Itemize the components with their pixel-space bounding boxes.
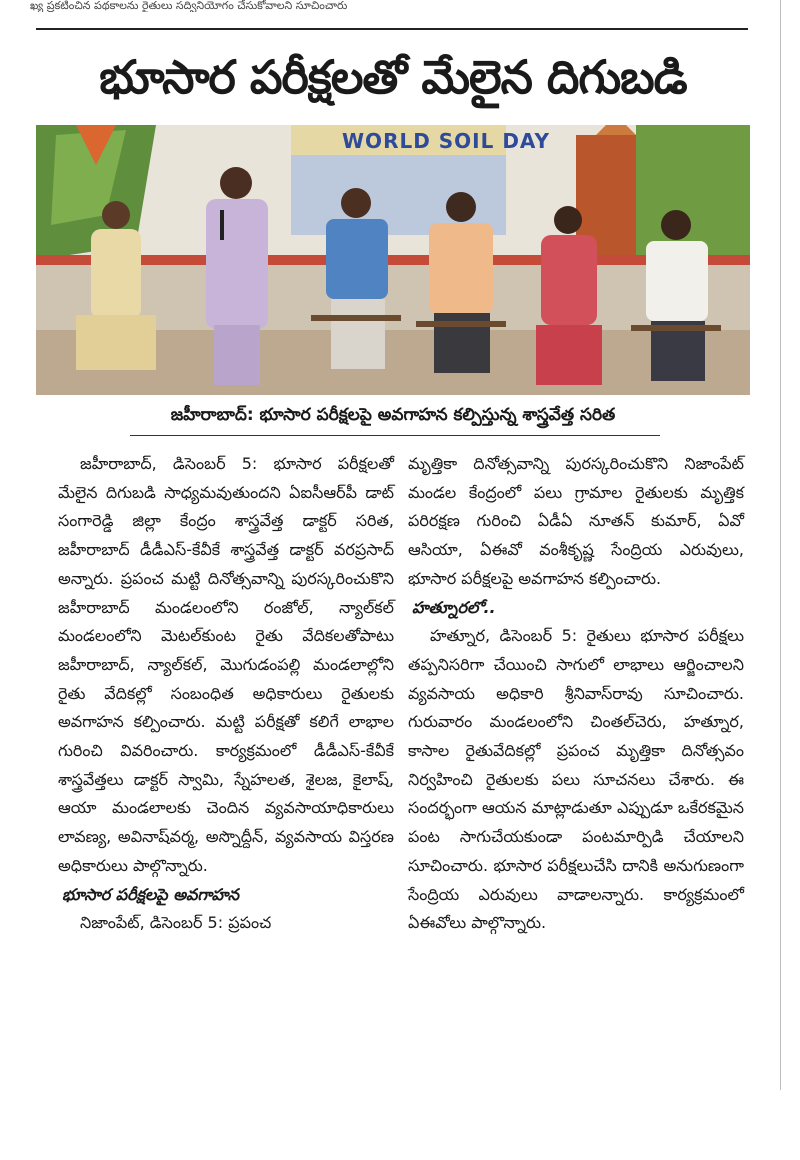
news-photo — [36, 125, 750, 395]
article-paragraph: మృత్తికా దినోత్సవాన్ని పురస్కరించుకొని నిజాంపేట్ మండల కేంద్రంలో పలు గ్రామాల రైతులకు మృత్తిక పరిరక్షణ గురించి ఏడీఏ నూతన్ కుమార్, ఏవో ఆసియా, ఏఈవో వంశీకృష్ణ సేంద్రియ ఎరువులు, భూసార పరీక్షలపై అవగాహన కల్పించారు. — [408, 454, 744, 588]
article-paragraph: నిజాంపేట్, డిసెంబర్ 5: ప్రపంచ — [80, 913, 272, 933]
article-subheading: భూసార పరీక్షలపై అవగాహన — [62, 884, 239, 904]
photo-illustration — [36, 125, 750, 395]
article-subheading: హత్నూరలో.. — [412, 597, 496, 617]
headline: భూసార పరీక్షలతో మేలైన దిగుబడి — [99, 50, 687, 104]
article-paragraph: జహీరాబాద్, డిసెంబర్ 5: భూసార పరీక్షలతో మేలైన దిగుబడి సాధ్యమవుతుందని ఏఐసీఆర్‌పీ డాట్ సంగారెడ్డి జిల్లా కేంద్రం శాస్త్రవేత్త డాక్టర్ సరిత, జహీరాబాద్ డీడీఎస్-కేవీకే శాస్త్రవేత్త డాక్టర్ వరప్రసాద్ అన్నారు. ప్రపంచ మట్టి దినోత్సవాన్ని పురస్కరించుకొని జహీరాబాద్ మండలంలోని రంజోల్, న్యాల్‌కల్ మండలంలోని మెటల్‌కుంట రైతు వేదికలతోపాటు జహీరాబాద్, న్యాల్‌కల్, మొగుడంపల్లి మండలాల్లోని రైతు వేదికల్లో సంబంధిత అధికారులు రైతులకు అవగాహన కల్పించారు. మట్టి పరీక్షతో కలిగే లాభాల గురించి వివరించారు. కార్యక్రమంలో డీడీఎస్-కేవీకే శాస్త్రవేత్తలు డాక్టర్ స్వామి, స్నేహలత, శైలజ, కైలాష్, ఆయా మండలాలకు చెందిన వ్యవసాయాధికారులు లావణ్య, అవినాష్‌వర్మ, అస్నొద్దీన్, వ్యవసాయ విస్తరణ అధికారులు పాల్గొన్నారు. — [58, 454, 394, 875]
article-column-right — [408, 450, 744, 938]
caption-rule — [130, 435, 660, 436]
top-strip-text: ఖ్య ప్రకటించిన పథకాలను రైతులు సద్వినియోగం చేసుకోవాలని సూచించారు — [30, 0, 348, 12]
photo-caption: జహీరాబాద్: భూసార పరీక్షలపై అవగాహన కల్పిస్తున్న శాస్త్రవేత్త సరిత — [170, 405, 616, 425]
column-rule — [780, 0, 781, 1090]
headline-rule — [36, 28, 748, 30]
article-paragraph: హత్నూర, డిసెంబర్ 5: రైతులు భూసార పరీక్షలు తప్పనిసరిగా చేయించి సాగులో లాభాలు ఆర్జించాలని వ్యవసాయ అధికారి శ్రీనివాస్‌రావు సూచించారు. గురువారం మండలంలోని చింతల్‌చెరు, హత్నూర, కాసాల రైతువేదికల్లో ప్రపంచ మృత్తికా దినోత్సవం నిర్వహించి రైతులకు పలు సూచనలు చేశారు. ఈ సందర్భంగా ఆయన మాట్లాడుతూ ఎప్పుడూ ఒకేరకమైన పంట సాగుచేయకుండా పంటమార్పిడి చేయాలని సూచించారు. భూసార పరీక్షలుచేసి దానికి అనుగుణంగా సేంద్రియ ఎరువులు వాడాలన్నారు. కార్యక్రమంలో ఏఈవోలు పాల్గొన్నారు. — [408, 626, 744, 933]
photo-banner-title: WORLD SOIL DAY — [342, 129, 550, 153]
page-bottom-margin — [0, 1090, 800, 1160]
article-column-left — [58, 450, 394, 938]
